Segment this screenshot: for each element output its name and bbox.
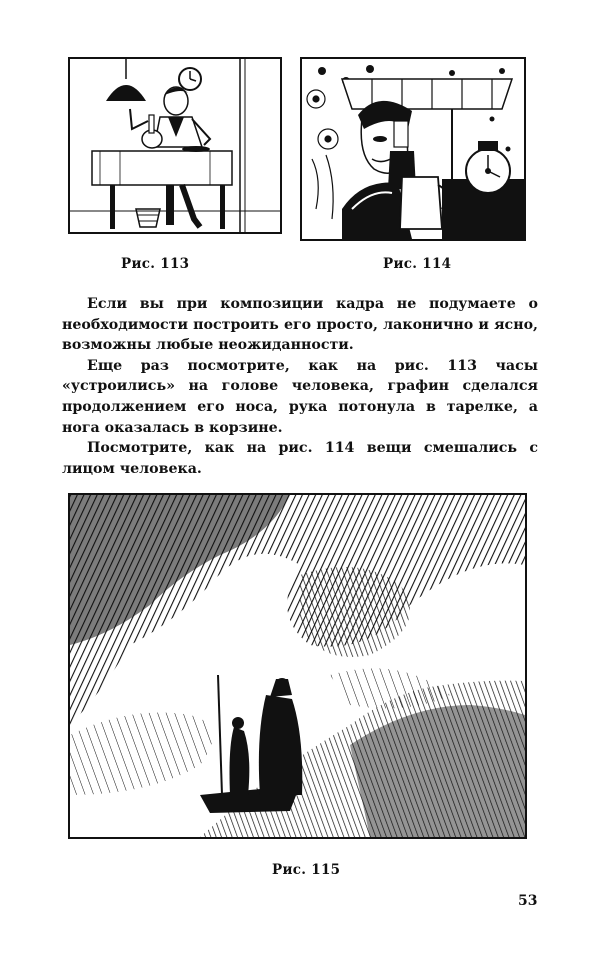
figure-114-illustration: [300, 57, 526, 241]
figure-115-illustration: [68, 493, 527, 839]
paragraph: Посмотрите, как на рис. 114 вещи смешались с лицом человека.: [62, 440, 538, 477]
figure-113-illustration: [68, 57, 282, 234]
woman-with-objects-drawing: [302, 59, 524, 239]
mountain-climbers-drawing: [70, 495, 525, 837]
page-number: 53: [518, 893, 538, 909]
body-text: [62, 294, 538, 479]
figure-113-caption: Рис. 113: [121, 256, 190, 272]
figure-115-caption: Рис. 115: [272, 862, 341, 878]
figure-114-caption: Рис. 114: [383, 256, 452, 272]
paragraph: Если вы при композиции кадра не подумаете о необходимости построить его просто, лаконично и ясно, возможны любые неожиданности.: [62, 296, 538, 354]
man-at-table-drawing: [70, 59, 280, 232]
paragraph: Еще раз посмотрите, как на рис. 113 часы «устроились» на голове человека, графин сделался продолжением его носа, рука потонула в тарелке, а нога оказалась в корзине.: [62, 357, 538, 436]
